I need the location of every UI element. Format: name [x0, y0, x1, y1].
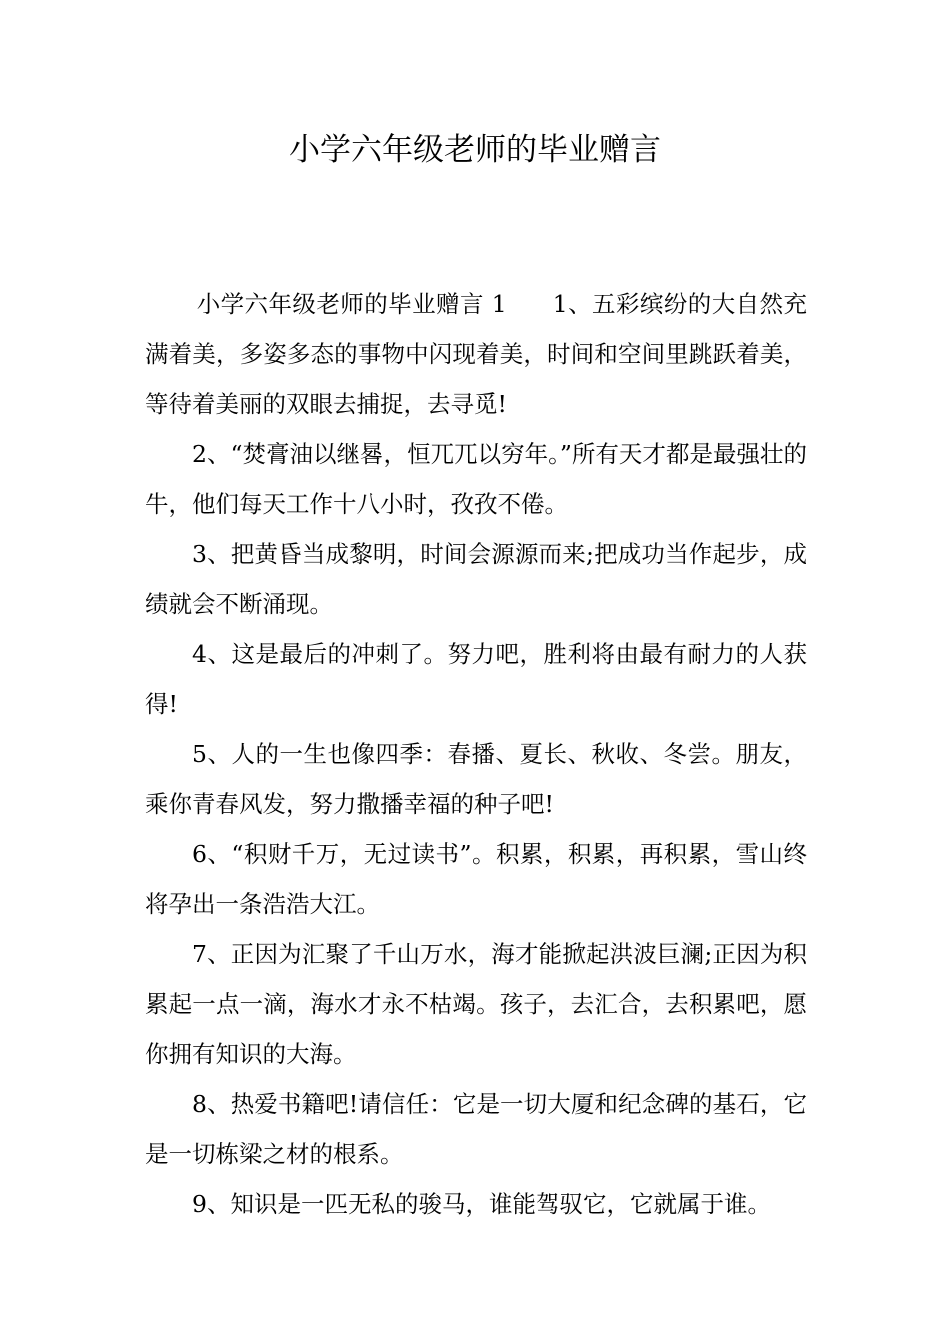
paragraph-4: 4、这是最后的冲刺了。努力吧，胜利将由最有耐力的人获得! — [145, 640, 807, 718]
paragraph-3: 3、把黄昏当成黎明，时间会源源而来;把成功当作起步，成绩就会不断涌现。 — [145, 540, 807, 618]
paragraph-2: 2、“焚膏油以继晷，恒兀兀以穷年。”所有天才都是最强壮的牛，他们每天工作十八小时，孜孜不倦。 — [145, 440, 807, 518]
paragraph-text: 1、五彩缤纷的大自然充满着美，多姿多态的事物中闪现着美，时间和空间里跳跃着美，等待着美丽的双眼去捕捉，去寻觅! — [145, 290, 808, 418]
paragraph-1 — [145, 279, 807, 429]
document-body — [145, 279, 807, 1229]
paragraph-6: 6、“积财千万，无过读书”。积累，积累，再积累，雪山终将孕出一条浩浩大江。 — [145, 840, 807, 918]
paragraph-7: 7、正因为汇聚了千山万水，海才能掀起洪波巨澜;正因为积累起一点一滴，海水才永不枯竭。孩子，去汇合，去积累吧，愿你拥有知识的大海。 — [145, 940, 807, 1068]
section-heading: 小学六年级老师的毕业赠言 1 — [196, 290, 507, 318]
paragraph-9: 9、知识是一匹无私的骏马，谁能驾驭它，它就属于谁。 — [192, 1190, 771, 1218]
paragraph-8: 8、热爱书籍吧!请信任：它是一切大厦和纪念碑的基石，它是一切栋梁之材的根系。 — [145, 1090, 807, 1168]
page-title: 小学六年级老师的毕业赠言 — [289, 132, 661, 168]
paragraph-5: 5、人的一生也像四季：春播、夏长、秋收、冬尝。朋友，乘你青春风发，努力撒播幸福的种子吧! — [145, 740, 807, 818]
